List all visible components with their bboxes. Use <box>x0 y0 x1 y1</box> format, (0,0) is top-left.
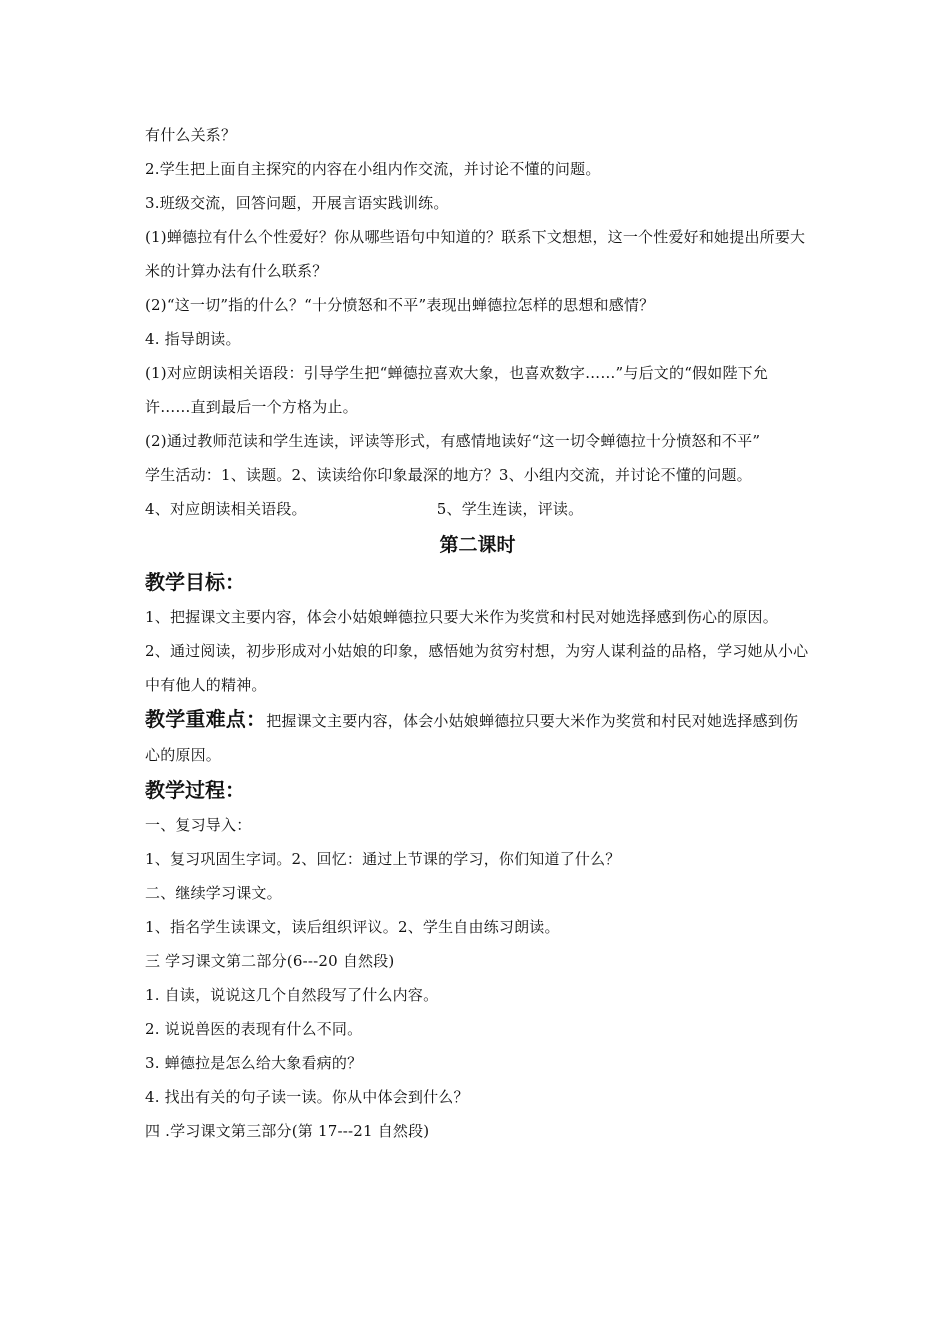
process-line: 1、复习巩固生字词。2、回忆：通过上节课的学习，你们知道了什么？ <box>145 850 621 868</box>
activity-item: 5、学生连读，评读。 <box>436 500 584 518</box>
paragraph: (1)蝉德拉有什么个性爱好？你从哪些语句中知道的？联系下文想想，这一个性爱好和她提出所要大米的计算办法有什么联系？ <box>145 228 806 280</box>
process-line: 2. 说说兽医的表现有什么不同。 <box>145 1020 363 1038</box>
document-page <box>145 118 810 1148</box>
text-line: 3.班级交流，回答问题，开展言语实践训练。 <box>145 194 449 212</box>
key-points <box>145 702 810 772</box>
process-line: 1、指名学生读课文，读后组织评议。2、学生自由练习朗读。 <box>145 918 560 936</box>
activity-item: 4、对应朗读相关语段。 <box>145 500 307 518</box>
text-line: 4. 指导朗读。 <box>145 330 241 348</box>
paragraph: (2)通过教师范读和学生连读，评读等形式，有感情地读好“这一切令蝉德拉十分愤怒和不平” <box>145 432 761 450</box>
process-line: 一、复习导入： <box>145 816 252 834</box>
process-line: 四 .学习课文第三部分(第 17---21 自然段) <box>145 1122 430 1140</box>
process-line: 二、继续学习课文。 <box>145 884 282 902</box>
goal-item: 2、通过阅读，初步形成对小姑娘的印象，感悟她为贫穷村想，为穷人谋利益的品格，学习她从小心中有他人的精神。 <box>145 642 809 694</box>
text-line: 2.学生把上面自主探究的内容在小组内作交流，并讨论不懂的问题。 <box>145 160 601 178</box>
key-text: 把握课文主要内容，体会小姑娘蝉德拉只要大米作为奖赏和村民对她选择感到伤心的原因。 <box>145 712 799 764</box>
process-line: 三 学习课文第二部分(6---20 自然段) <box>145 952 395 970</box>
goals-heading: 教学目标： <box>145 570 245 594</box>
process-line: 4. 找出有关的句子读一读。你从中体会到什么？ <box>145 1088 469 1106</box>
student-activity-line2 <box>145 492 810 526</box>
process-line: 1. 自读，说说这几个自然段写了什么内容。 <box>145 986 439 1004</box>
text-line: 有什么关系？ <box>145 126 237 144</box>
process-line: 3. 蝉德拉是怎么给大象看病的？ <box>145 1054 363 1072</box>
goal-item: 1、把握课文主要内容，体会小姑娘蝉德拉只要大米作为奖赏和村民对她选择感到伤心的原因。 <box>145 608 778 626</box>
paragraph: (1)对应朗读相关语段：引导学生把“蝉德拉喜欢大象，也喜欢数字……”与后文的“假如陛下允许……直到最后一个方格为止。 <box>145 364 769 416</box>
text-line: (2)“这一切”指的什么？“十分愤怒和不平”表现出蝉德拉怎样的思想和感情？ <box>145 296 655 314</box>
section-title: 第二课时 <box>439 534 516 556</box>
student-activity: 学生活动：1、读题。2、读读给你印象最深的地方？3、小组内交流，并讨论不懂的问题。 <box>145 466 752 484</box>
process-heading: 教学过程： <box>145 778 245 802</box>
key-heading: 教学重难点： <box>145 707 267 731</box>
